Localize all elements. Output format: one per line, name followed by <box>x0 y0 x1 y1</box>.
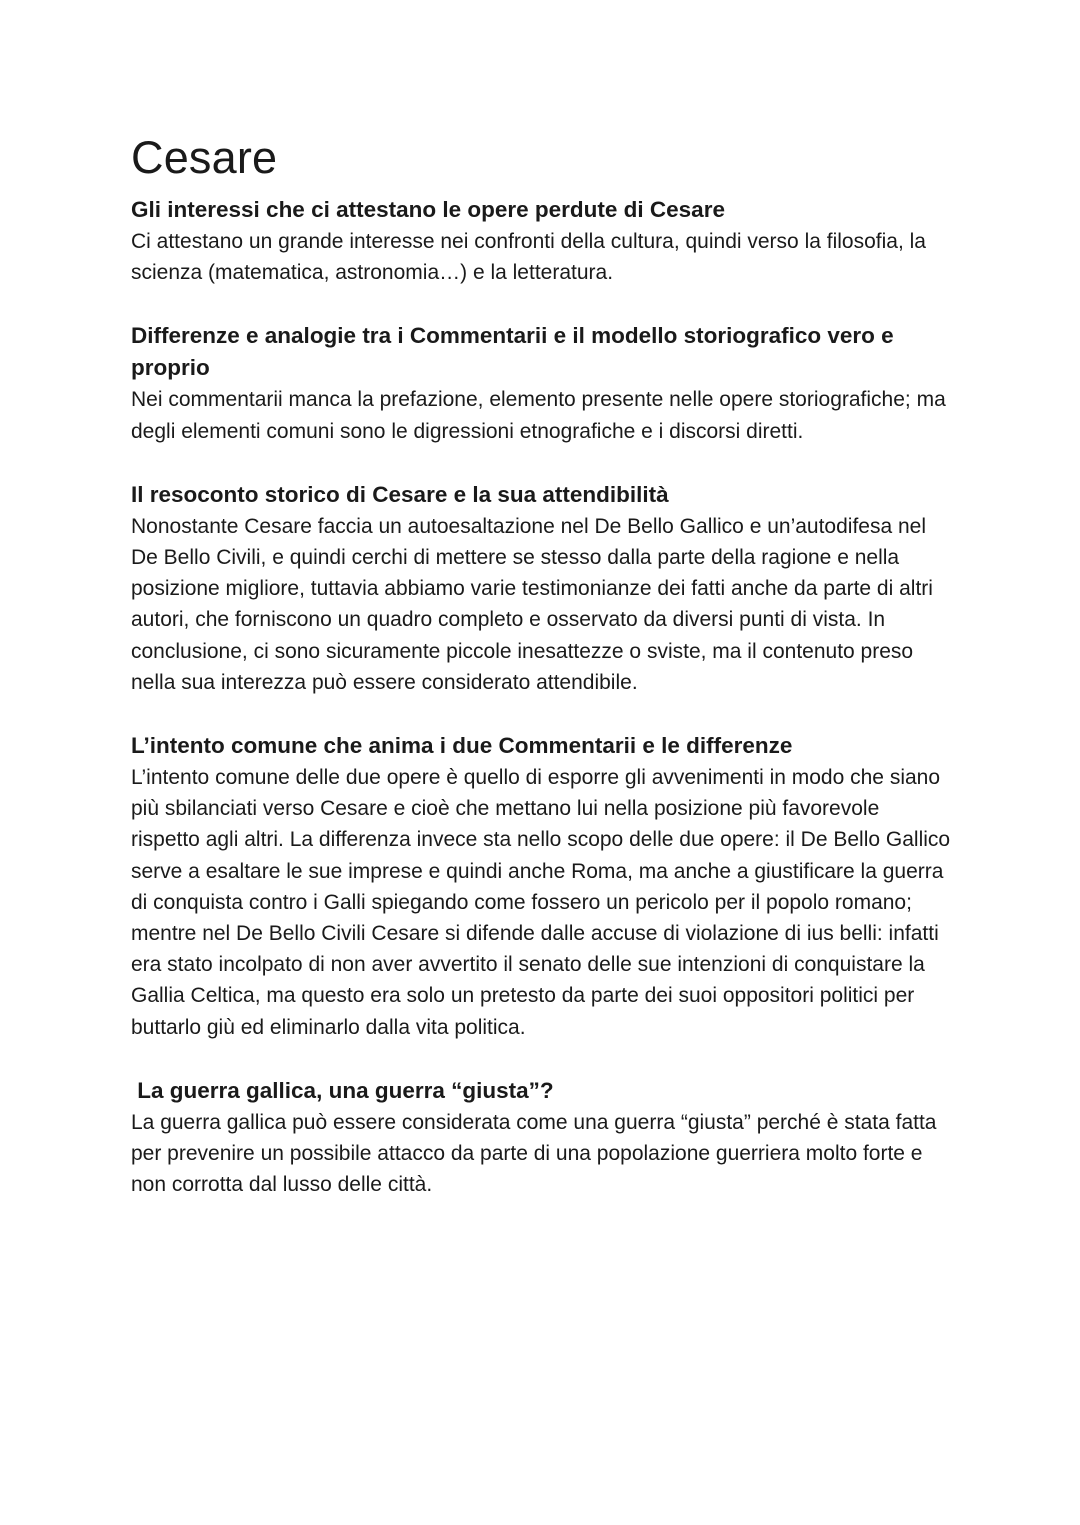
section-body: La guerra gallica può essere considerata come una guerra “giusta” perché è stata fatta per prevenire un possibile attacco da parte di una popolazione guerriera molto forte e non corrotta dal lusso delle città. <box>131 1110 937 1197</box>
section-heading: L’intento comune che anima i due Commentarii e le differenze <box>131 733 793 759</box>
section-opere-perdute <box>131 194 951 288</box>
section-body: Nei commentarii manca la prefazione, elemento presente nelle opere storiografiche; ma degli elementi comuni sono le digressioni etnografiche e i discorsi diretti. <box>131 388 946 443</box>
section-heading: La guerra gallica, una guerra “giusta”? <box>131 1077 554 1103</box>
section-resoconto-storico <box>131 479 951 698</box>
section-intento-comune <box>131 730 951 1043</box>
section-body: L’intento comune delle due opere è quello di esporre gli avvenimenti in modo che siano più sbilanciati verso Cesare e cioè che mettano lui nella posizione più favorevole rispetto agli altri. La differenza invece sta nello scopo delle due opere: il De Bello Gallico serve a esaltare le sue imprese e quindi anche Roma, ma anche a giustificare la guerra di conquista contro i Galli spiegando come fossero un pericolo per il popolo romano; mentre nel De Bello Civili Cesare si difende dalle accuse di violazione di ius belli: infatti era stato incolpato di non aver avvertito il senato delle sue intenzioni di conquistare la Gallia Celtica, ma questo era solo un pretesto da parte dei suoi oppositori politici per buttarlo giù ed eliminarlo dalla vita politica. <box>131 766 951 1039</box>
section-body: Ci attestano un grande interesse nei confronti della cultura, quindi verso la filosofia, la scienza (matematica, astronomia…) e la letteratura. <box>131 230 926 285</box>
section-differenze-analogie <box>131 320 951 446</box>
section-heading: Differenze e analogie tra i Commentarii e il modello storiografico vero e proprio <box>131 323 894 381</box>
section-heading: Il resoconto storico di Cesare e la sua attendibilità <box>131 481 669 507</box>
section-heading: Gli interessi che ci attestano le opere perdute di Cesare <box>131 197 725 222</box>
section-guerra-giusta <box>131 1075 951 1201</box>
document-title: Cesare <box>131 132 278 183</box>
document-page <box>131 128 951 1232</box>
section-body: Nonostante Cesare faccia un autoesaltazione nel De Bello Gallico e un’autodifesa nel De Bello Civili, e quindi cerchi di mettere se stesso dalla parte della ragione e nella posizione migliore, tuttavia abbiamo varie testimonianze dei fatti anche da parte di altri autori, che forniscono un quadro completo e osservato da diversi punti di vista. In conclusione, ci sono sicuramente piccole inesattezze o sviste, ma il contenuto preso nella sua interezza può essere considerato attendibile. <box>131 514 933 694</box>
